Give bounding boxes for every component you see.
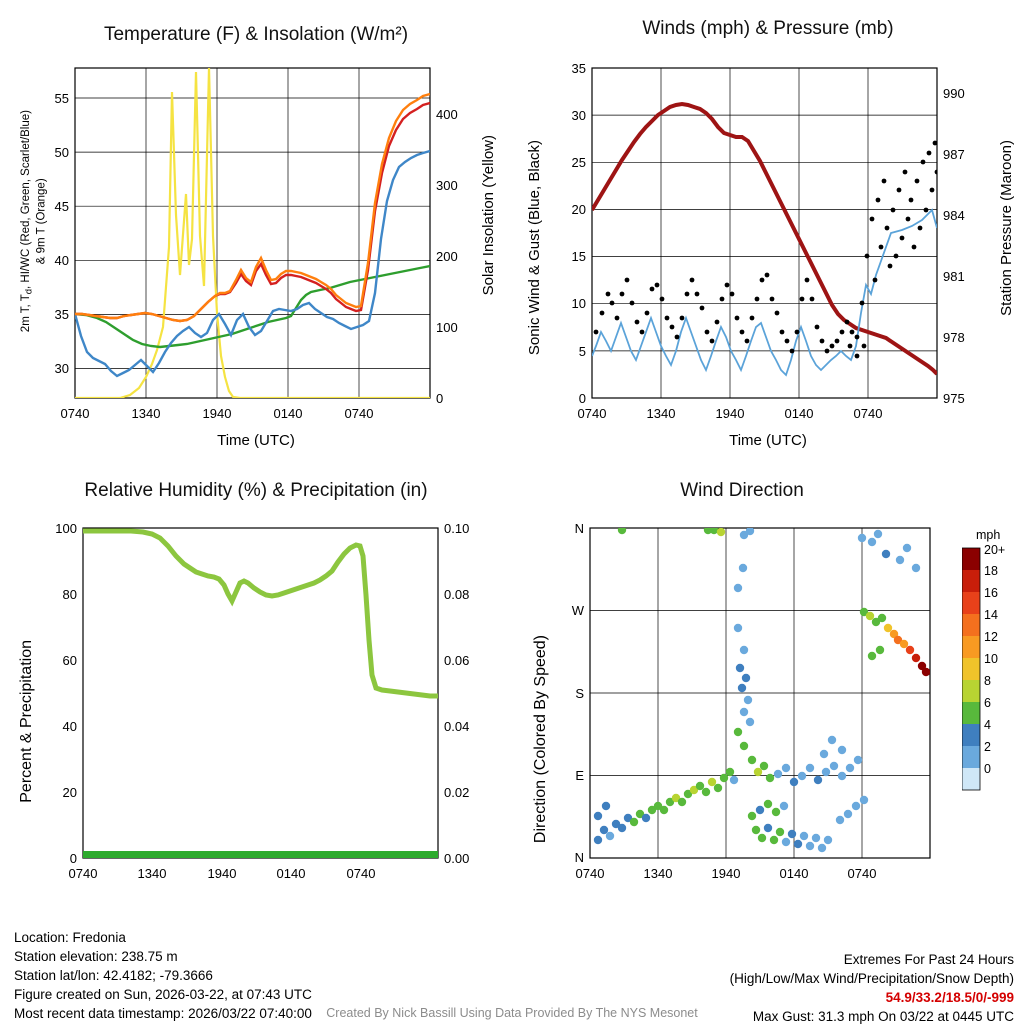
plot-wind-direction [512, 510, 1024, 900]
svg-text:0.10: 0.10 [444, 521, 470, 536]
plot-humidity-precipitation [0, 510, 512, 900]
plot-winds-pressure [512, 50, 1024, 450]
svg-text:4: 4 [984, 718, 991, 732]
svg-text:0140: 0140 [784, 406, 814, 421]
svg-text:40: 40 [62, 719, 77, 734]
plot-temperature-insolation [0, 50, 512, 450]
svg-text:0740: 0740 [575, 866, 605, 881]
svg-text:0.04: 0.04 [444, 719, 470, 734]
svg-text:100: 100 [55, 521, 77, 536]
credit-line: Created By Nick Bassill Using Data Provided By The NYS Mesonet [326, 1006, 698, 1020]
svg-text:0740: 0740 [577, 406, 607, 421]
panel-humidity-precipitation [0, 460, 512, 910]
svg-text:15: 15 [571, 249, 586, 264]
svg-text:6: 6 [984, 696, 991, 710]
station-location: Location: Fredonia [14, 930, 126, 945]
panel-winds-pressure [512, 0, 1024, 460]
svg-text:990: 990 [943, 86, 965, 101]
svg-text:W: W [571, 603, 584, 618]
svg-text:2: 2 [984, 740, 991, 754]
svg-text:0140: 0140 [273, 406, 303, 421]
figure-created: Figure created on Sun, 2026-03-22, at 07:43 UTC [14, 987, 312, 1002]
svg-text:60: 60 [62, 653, 77, 668]
svg-text:978: 978 [943, 330, 965, 345]
svg-text:50: 50 [54, 145, 69, 160]
svg-text:0: 0 [578, 391, 586, 406]
svg-text:400: 400 [436, 107, 458, 122]
station-latlon: Station lat/lon: 42.4182; -79.3666 [14, 968, 213, 983]
svg-text:987: 987 [943, 147, 965, 162]
svg-text:0: 0 [69, 851, 77, 866]
station-elevation: Station elevation: 238.75 m [14, 949, 178, 964]
x-axis-label-temperature: Time (UTC) [217, 432, 295, 449]
svg-text:8: 8 [984, 674, 991, 688]
svg-text:25: 25 [571, 155, 586, 170]
panel-temperature-insolation [0, 0, 512, 460]
svg-text:35: 35 [54, 307, 69, 322]
svg-text:1940: 1940 [202, 406, 232, 421]
y-axis-label-winds: Sonic Wind & Gust (Blue, Black) [526, 140, 543, 356]
svg-text:0740: 0740 [68, 866, 98, 881]
max-gust: Max Gust: 31.3 mph On 03/22 at 0445 UTC [752, 1009, 1014, 1024]
svg-text:5: 5 [578, 344, 586, 359]
chart-title-temperature: Temperature (F) & Insolation (W/m²) [103, 24, 409, 45]
svg-text:20: 20 [571, 202, 586, 217]
y-axis-label-insolation: Solar Insolation (Yellow) [480, 135, 497, 296]
svg-text:0: 0 [984, 762, 991, 776]
svg-text:0.08: 0.08 [444, 587, 470, 602]
svg-text:0: 0 [436, 391, 444, 406]
svg-text:0.00: 0.00 [444, 851, 470, 866]
wind-speed-legend [962, 528, 1024, 828]
svg-text:N: N [574, 521, 584, 536]
chart-title-wind-direction: Wind Direction [680, 480, 804, 501]
svg-text:1340: 1340 [131, 406, 161, 421]
svg-text:12: 12 [984, 630, 998, 644]
y-axis-label-temperature: 2m T, $T_d$, HI/WC (Red, Green, Scarlet/Blue) & 9m T (Orange) [20, 110, 48, 333]
chart-title-humidity: Relative Humidity (%) & Precipitation (in) [84, 480, 428, 501]
svg-text:0740: 0740 [344, 406, 374, 421]
chart-title-winds: Winds (mph) & Pressure (mb) [642, 18, 894, 39]
svg-text:0140: 0140 [779, 866, 809, 881]
svg-text:E: E [575, 768, 584, 783]
svg-text:55: 55 [54, 91, 69, 106]
svg-text:100: 100 [436, 320, 458, 335]
svg-text:0740: 0740 [847, 866, 877, 881]
svg-text:0740: 0740 [60, 406, 90, 421]
panel-wind-direction [512, 460, 1024, 910]
svg-text:984: 984 [943, 208, 965, 223]
y-axis-label-pressure: Station Pressure (Maroon) [998, 140, 1015, 316]
svg-text:1940: 1940 [207, 866, 237, 881]
svg-text:981: 981 [943, 269, 965, 284]
extremes-title: Extremes For Past 24 Hours [843, 952, 1014, 967]
svg-text:0140: 0140 [276, 866, 306, 881]
svg-text:1340: 1340 [643, 866, 673, 881]
svg-text:300: 300 [436, 178, 458, 193]
svg-text:975: 975 [943, 391, 965, 406]
svg-text:45: 45 [54, 199, 69, 214]
most-recent-timestamp: Most recent data timestamp: 2026/03/22 07:40:00 [14, 1006, 312, 1021]
svg-text:10: 10 [984, 652, 998, 666]
svg-text:35: 35 [571, 61, 586, 76]
svg-text:0740: 0740 [346, 866, 376, 881]
svg-text:16: 16 [984, 586, 998, 600]
svg-text:0740: 0740 [853, 406, 883, 421]
svg-text:30: 30 [571, 108, 586, 123]
svg-text:10: 10 [571, 296, 586, 311]
svg-text:40: 40 [54, 253, 69, 268]
y-axis-label-humidity: Percent & Precipitation [18, 640, 35, 803]
svg-text:1340: 1340 [646, 406, 676, 421]
svg-text:80: 80 [62, 587, 77, 602]
extremes-subtitle: (High/Low/Max Wind/Precipitation/Snow Depth) [729, 971, 1014, 986]
x-axis-label-winds: Time (UTC) [729, 432, 807, 449]
svg-text:200: 200 [436, 249, 458, 264]
y-axis-label-wind-direction: Direction (Colored By Speed) [532, 635, 549, 844]
svg-text:20+: 20+ [984, 544, 1006, 557]
svg-text:S: S [575, 686, 584, 701]
svg-text:1940: 1940 [715, 406, 745, 421]
svg-text:1340: 1340 [137, 866, 167, 881]
extremes-values: 54.9/33.2/18.5/0/-999 [885, 990, 1014, 1005]
svg-text:18: 18 [984, 564, 998, 578]
svg-text:20: 20 [62, 785, 77, 800]
svg-text:0.06: 0.06 [444, 653, 470, 668]
svg-text:30: 30 [54, 361, 69, 376]
svg-text:1940: 1940 [711, 866, 741, 881]
svg-text:14: 14 [984, 608, 998, 622]
svg-text:N: N [574, 850, 584, 865]
legend-title: mph [976, 528, 1001, 542]
svg-text:0.02: 0.02 [444, 785, 470, 800]
